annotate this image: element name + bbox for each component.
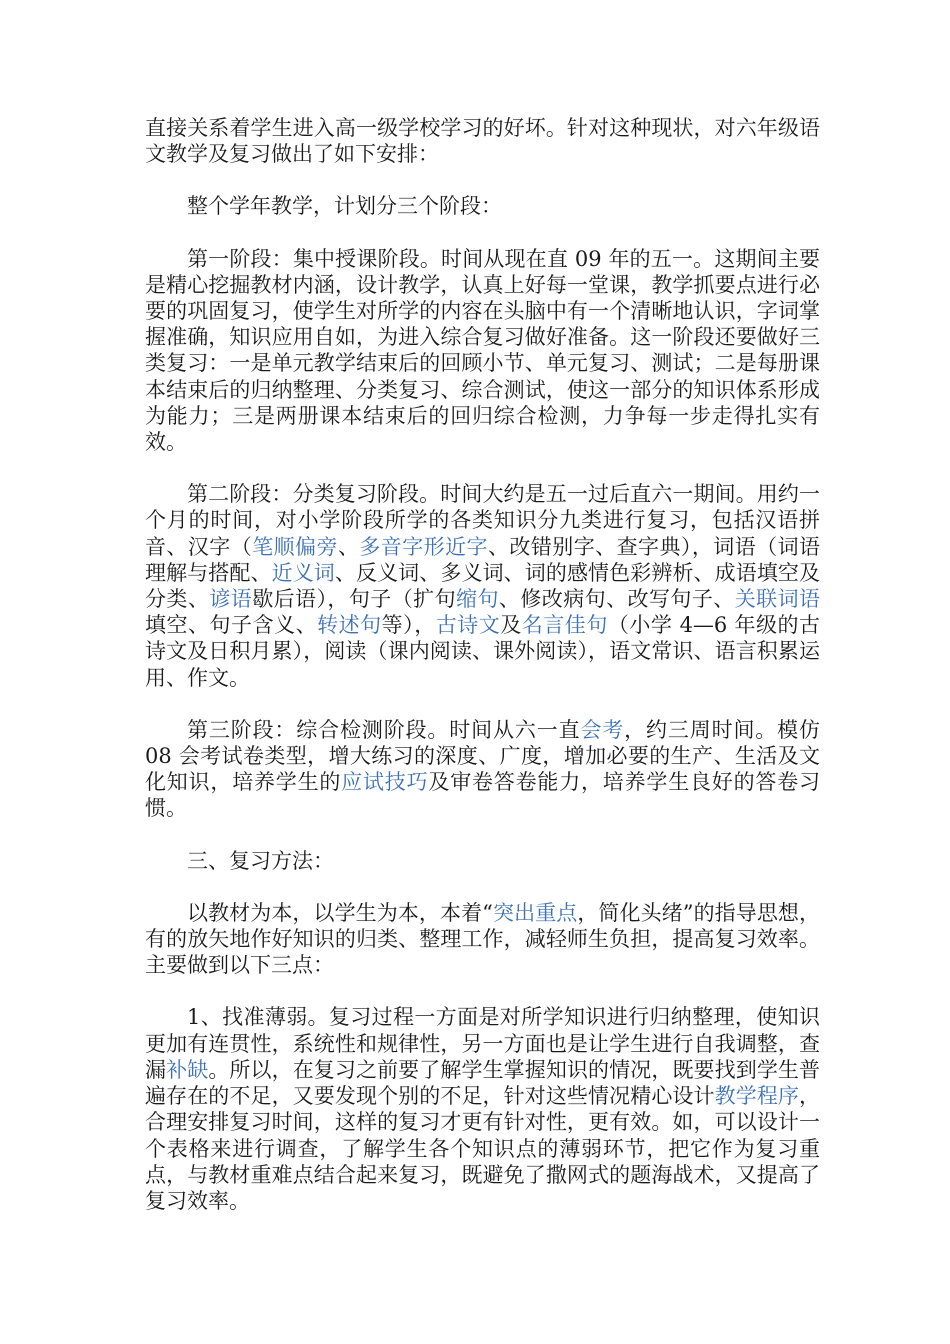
link-buque[interactable]: 补缺 xyxy=(166,1057,209,1082)
link-yingshi-jiqiao[interactable]: 应试技巧 xyxy=(341,770,429,795)
paragraph-text: 1、找准薄弱。复习过程一方面是对所学知识进行归纳整理，使知识更加有连贯性，系统性和规律性，另一方面也是让学生进行自我调整，查漏 xyxy=(145,1005,820,1082)
paragraph-text: 直接关系着学生进入高一级学校学习的好坏。针对这种现状，对六年级语文教学及复习做出了如下安排： xyxy=(145,116,820,167)
paragraph-stage-three xyxy=(145,717,820,822)
paragraph-text: 及审卷答卷能力，培养学生良好的答卷习惯。 xyxy=(145,770,821,821)
link-gushiwen[interactable]: 古诗文 xyxy=(435,613,501,638)
link-tuchu-zhongdian[interactable]: 突出重点 xyxy=(492,900,578,925)
paragraph-stage-one xyxy=(145,246,820,456)
paragraph-text: 等）， xyxy=(381,613,436,638)
paragraph-text: ，约三周时间。模仿 08 会考试卷类型，增大练习的深度、广度，增加必要的生产、生活及文化知识，培养学生的 xyxy=(145,717,821,795)
paragraph-stage-two xyxy=(145,481,820,691)
paragraph-text: 第二阶段：分类复习阶段。时间大约是五一过后直六一期间。用约一个月的时间，对小学阶段所学的各类知识分九类进行复习，包括汉语拼音、汉字（ xyxy=(145,482,820,559)
document-page xyxy=(145,115,820,1240)
link-suoju[interactable]: 缩句 xyxy=(456,587,499,612)
link-zhuanshuju[interactable]: 转述句 xyxy=(317,613,382,638)
paragraph-text: 、修改病句、改写句子、 xyxy=(498,587,735,612)
link-yanyu[interactable]: 谚语 xyxy=(209,587,253,612)
paragraph-text: 歇后语），句子（扩句 xyxy=(252,587,457,612)
paragraph-text: 第三阶段：综合检测阶段。时间从六一直 xyxy=(187,717,581,742)
paragraph-plan-overview xyxy=(145,193,820,219)
heading-text: 三、复习方法： xyxy=(187,848,334,873)
paragraph-point-one xyxy=(145,1004,820,1214)
link-guanlian-ciyu[interactable]: 关联词语 xyxy=(734,587,821,612)
link-duoyinzi[interactable]: 多音字形近字 xyxy=(359,534,488,559)
paragraph-text: 。所以，在复习之前要了解学生掌握知识的情况，既要找到学生普遍存在的不足，又要发现个别的不足，针对这些情况精心设计 xyxy=(145,1057,821,1109)
paragraph-text: ，合理安排复习时间，这样的复习才更有针对性，更有效。如，可以设计一个表格来进行调查，了解学生各个知识点的薄弱环节，把它作为复习重点，与教材重难点结合起来复习，既避免了撒网式的题海战术，又提高了复习效率。 xyxy=(145,1084,821,1213)
paragraph-text: （小学 4—6 年级的古诗文及日积月累），阅读（课内阅读、课外阅读），语文常识、语言积累运用、作文。 xyxy=(145,613,821,690)
link-bishun-pianpang[interactable]: 笔顺偏旁 xyxy=(252,534,338,559)
link-jiaoxue-chengxu[interactable]: 教学程序 xyxy=(714,1084,800,1109)
paragraph-text: 以教材为本，以学生为本，本着“ xyxy=(187,900,493,925)
paragraph-text: 、 xyxy=(337,534,360,559)
paragraph-guiding-idea xyxy=(145,900,820,979)
link-huikao[interactable]: 会考 xyxy=(580,717,625,742)
link-mingyan-jiaju[interactable]: 名言佳句 xyxy=(521,613,608,638)
paragraph-intro xyxy=(145,115,820,167)
section-heading-review-methods xyxy=(145,848,820,874)
paragraph-text: 、改错别字、查字典），词语（词语理解与搭配、 xyxy=(145,534,821,585)
paragraph-text: 、反义词、多义词、词的感情色彩辨析、成语填空及分类、 xyxy=(145,560,821,612)
paragraph-text: 第一阶段：集中授课阶段。时间从现在直 09 年的五一。这期间主要是精心挖掘教材内涵，设计教学，认真上好每一堂课，教学抓要点进行必要的巩固复习，使学生对所学的内容在头脑中有一个清晰地认识，字词掌握准确，知识应用自如，为进入综合复习做好准备。这一阶段还要做好三类复习：一是单元教学结束后的回顾小节、单元复习、测试；二是每册课本结束后的归纳整理、分类复习、综合测试，使这一部分的知识体系形成为能力；三是两册课本结束后的回归综合检测，力争每一步走得扎实有效。 xyxy=(145,246,820,455)
link-jinyici[interactable]: 近义词 xyxy=(271,560,335,585)
paragraph-text: 填空、句子含义、 xyxy=(145,613,318,638)
paragraph-text: ，简化头绪”的指导思想，有的放矢地作好知识的归类、整理工作，减轻师生负担，提高复习效率。主要做到以下三点： xyxy=(145,900,820,978)
paragraph-text: 整个学年教学，计划分三个阶段： xyxy=(187,194,502,219)
paragraph-text: 及 xyxy=(500,613,522,638)
